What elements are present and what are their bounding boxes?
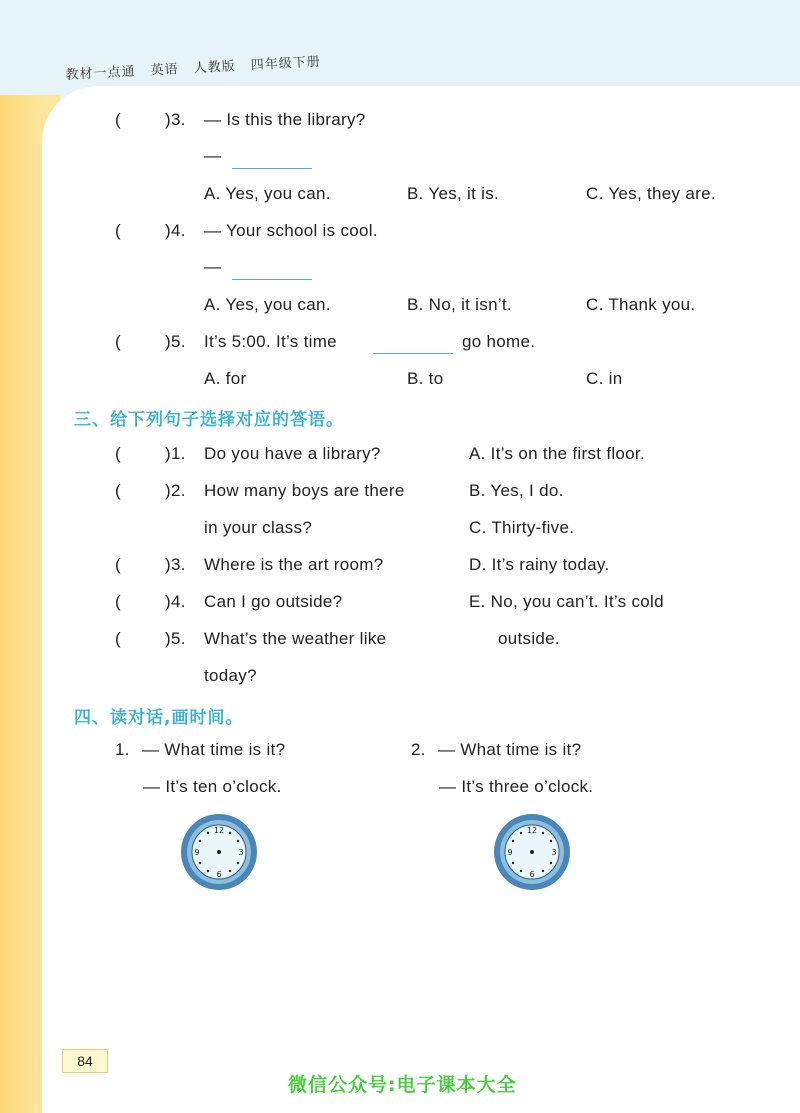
clock-number-6: 6: [216, 870, 222, 879]
clock-center: [530, 850, 534, 854]
dialog-answer: — It’s ten o’clock.: [143, 777, 282, 796]
question-number: )4.: [165, 592, 186, 611]
option-a: A. for: [204, 369, 247, 388]
question-text: Do you have a library?: [204, 444, 381, 463]
answer-option-c: C. Thirty-five.: [469, 518, 575, 537]
reply-dash: —: [204, 146, 222, 165]
page-sheet: [42, 86, 800, 1113]
option-c: C. Thank you.: [586, 295, 696, 314]
question-number: )3.: [165, 555, 186, 574]
question-number: )2.: [165, 481, 186, 500]
answer-paren: (: [115, 592, 121, 611]
answer-paren: (: [115, 481, 121, 500]
option-b: B. Yes, it is.: [407, 184, 500, 203]
clock-number-6: 6: [529, 870, 535, 879]
header-grade: 四年级下册: [250, 54, 322, 74]
reply-dash: —: [204, 257, 222, 276]
watermark: 微信公众号:电子课本大全: [288, 1074, 517, 1096]
question-text: Where is the art room?: [204, 555, 384, 574]
dialog-question: — What time is it?: [142, 740, 286, 759]
clock-number-9: 9: [194, 848, 200, 857]
dialog-number: 2.: [411, 740, 426, 759]
option-b: B. to: [407, 369, 444, 388]
clock-number-12: 12: [213, 826, 225, 835]
header-subject: 英语: [150, 62, 180, 79]
clock-number-12: 12: [526, 826, 538, 835]
answer-paren: (: [115, 555, 121, 574]
answer-option-e: E. No, you can’t. It’s cold: [469, 592, 664, 611]
question-number: )5.: [165, 332, 186, 351]
answer-paren: (: [115, 444, 121, 463]
question-text: Can I go outside?: [204, 592, 343, 611]
clock-number-3: 3: [238, 848, 244, 857]
answer-paren: (: [115, 221, 121, 240]
question-number: )4.: [165, 221, 186, 240]
question-text: — Is this the library?: [204, 110, 366, 129]
answer-paren: (: [115, 629, 121, 648]
dialog-question: — What time is it?: [438, 740, 582, 759]
question-number: )1.: [165, 444, 186, 463]
answer-option-d: D. It’s rainy today.: [469, 555, 610, 574]
question-text: How many boys are there: [204, 481, 405, 500]
option-c: C. Yes, they are.: [586, 184, 716, 203]
option-c: C. in: [586, 369, 623, 388]
answer-paren: (: [115, 110, 121, 129]
clock-icon[interactable]: [492, 812, 572, 892]
answer-option-e-cont: outside.: [498, 629, 560, 648]
question-number: )5.: [165, 629, 186, 648]
section-title: 四、读对话,画时间。: [74, 708, 244, 728]
option-a: A. Yes, you can.: [204, 184, 331, 203]
question-text-cont: today?: [204, 666, 257, 685]
section-title: 三、给下列句子选择对应的答语。: [74, 410, 344, 430]
answer-paren: (: [115, 332, 121, 351]
question-text-end: go home.: [462, 332, 536, 351]
answer-blank[interactable]: [232, 168, 312, 169]
option-a: A. Yes, you can.: [204, 295, 331, 314]
clock-icon[interactable]: [179, 812, 259, 892]
answer-option-b: B. Yes, I do.: [469, 481, 564, 500]
clock-center: [217, 850, 221, 854]
question-number: )3.: [165, 110, 186, 129]
question-text: What’s the weather like: [204, 629, 387, 648]
question-text: — Your school is cool.: [204, 221, 378, 240]
question-text: It’s 5:00. It’s time: [204, 332, 337, 351]
dialog-answer: — It’s three o’clock.: [439, 777, 594, 796]
question-text-cont: in your class?: [204, 518, 313, 537]
clock-number-3: 3: [551, 848, 557, 857]
header-book: 教材一点通: [65, 64, 136, 83]
page-number: 84: [62, 1049, 108, 1073]
dialog-number: 1.: [115, 740, 130, 759]
clock-number-9: 9: [507, 848, 513, 857]
option-b: B. No, it isn’t.: [407, 295, 512, 314]
answer-blank[interactable]: [232, 279, 312, 280]
answer-blank[interactable]: [373, 353, 453, 354]
answer-option-a: A. It’s on the first floor.: [469, 444, 645, 463]
header-edition: 人教版: [193, 59, 237, 77]
